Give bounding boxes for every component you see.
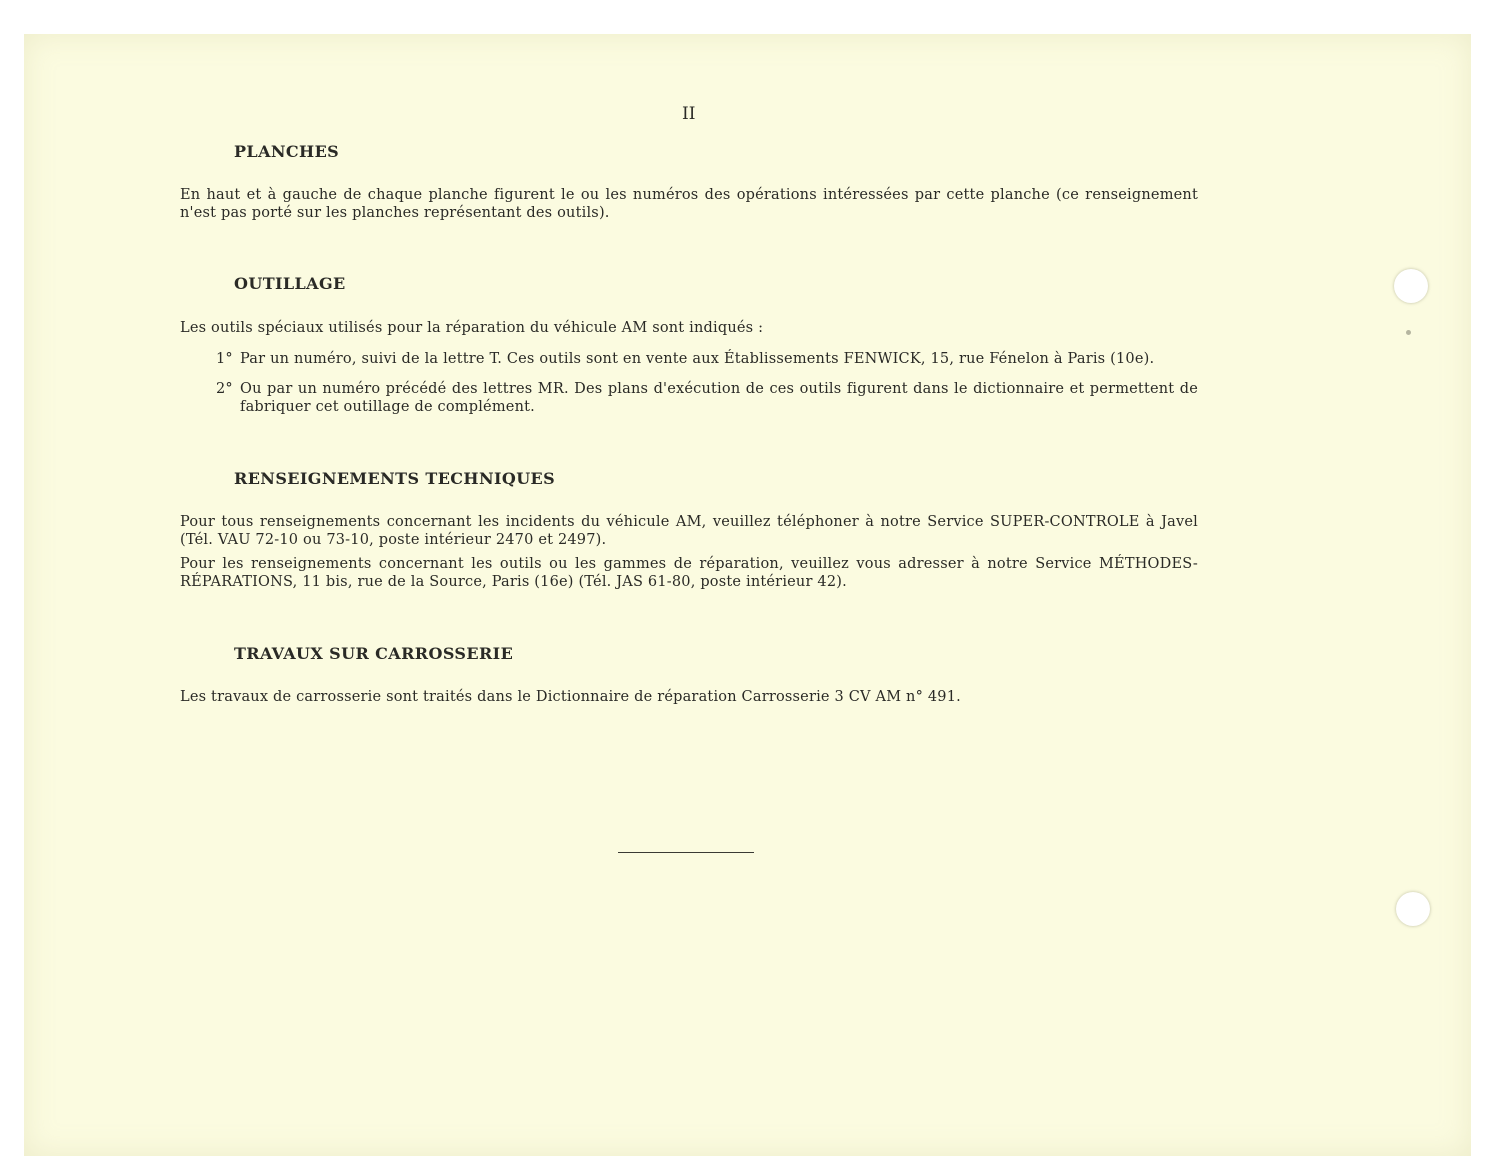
renseignements-paragraph-1: Pour tous renseignements concernant les incidents du véhicule AM, veuillez téléphoner à notre Service SUPER-CONTROLE à Javel (Tél. VAU 72-10 ou 73-10, poste intérieur 2470 et 2497). [180,514,1198,548]
punch-hole [1394,269,1428,303]
outillage-intro: Les outils spéciaux utilisés pour la réparation du véhicule AM sont indiqués : [180,320,764,336]
outillage-list-item-1 [216,350,1198,368]
end-divider [618,852,754,853]
list-text: Ou par un numéro précédé des lettres MR. Des plans d'exécution de ces outils figurent dans le dictionnaire et permettent de fabriquer cet outillage de complément. [240,381,1198,415]
section-title-outillage: OUTILLAGE [234,274,346,293]
section-title-carrosserie: TRAVAUX SUR CARROSSERIE [234,644,514,663]
list-number: 1° [216,351,233,367]
carrosserie-paragraph: Les travaux de carrosserie sont traités dans le Dictionnaire de réparation Carrosserie 3 CV AM n° 491. [180,689,961,705]
paper-spot [1406,330,1411,335]
page-number: II [682,104,696,124]
outillage-list-item-2 [216,380,1198,416]
punch-hole [1396,892,1430,926]
document-page [24,34,1471,1156]
list-text: Par un numéro, suivi de la lettre T. Ces outils sont en vente aux Établissements FENWICK, 15, rue Fénelon à Paris (10e). [240,351,1155,367]
section-title-renseignements: RENSEIGNEMENTS TECHNIQUES [234,469,556,488]
section-title-planches: PLANCHES [234,142,340,161]
list-number: 2° [216,381,233,397]
planches-paragraph: En haut et à gauche de chaque planche figurent le ou les numéros des opérations intéressées par cette planche (ce renseignement n'est pas porté sur les planches représentant des outils). [180,187,1198,221]
renseignements-paragraph-2: Pour les renseignements concernant les outils ou les gammes de réparation, veuillez vous adresser à notre Service MÉTHODES-RÉPARATIONS, 11 bis, rue de la Source, Paris (16e) (Tél. JAS 61-80, poste intérieur 42). [180,556,1198,590]
